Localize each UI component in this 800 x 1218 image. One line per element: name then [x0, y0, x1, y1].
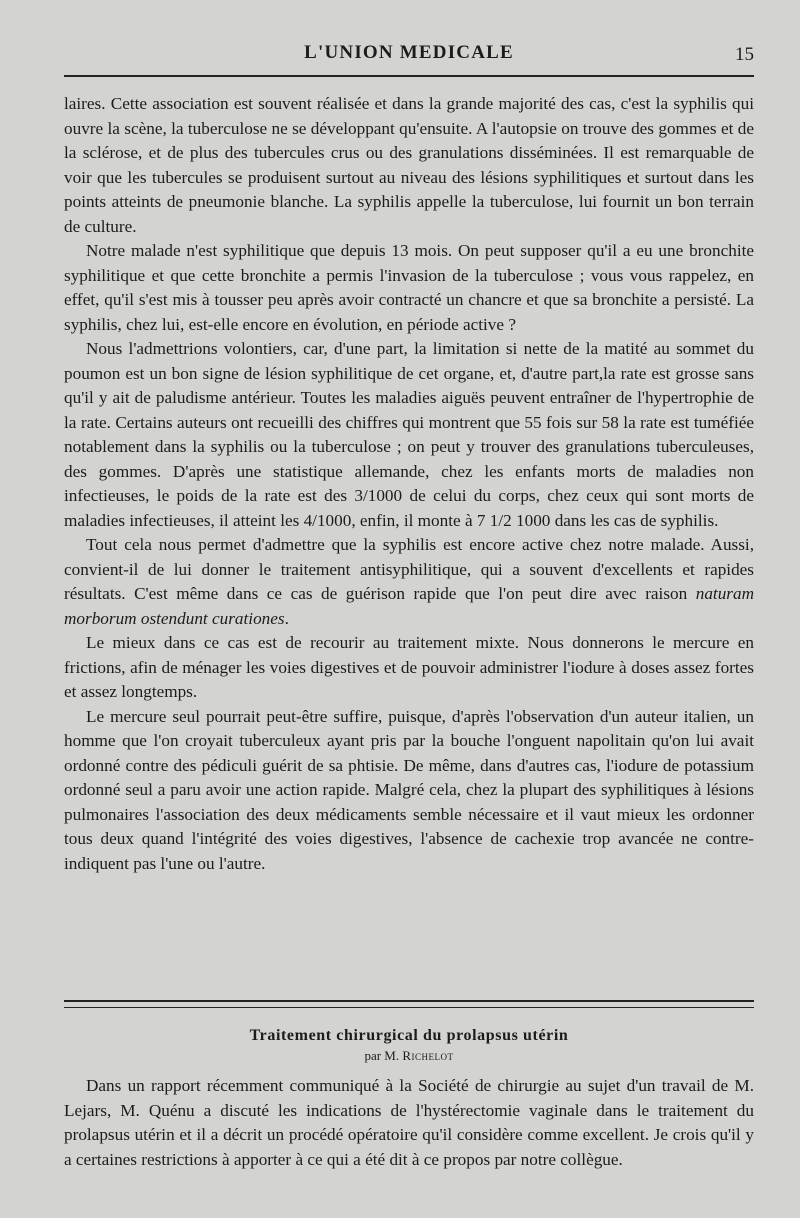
article-paragraph: Dans un rapport récemment communiqué à la Société de chirurgie au sujet d'un travail de M. Lejars, M. Quénu a discuté les indications de l'hystérectomie vaginale dans le traitement du prolapsus utérin et il a décrit un procédé opératoire qu'il considère comme excellent. Je crois qu'il y a certaines restrictions à apporter à ce qui a été dit à ce propos par notre collègue. [64, 1076, 754, 1169]
article-text [64, 1074, 754, 1172]
paragraph-4 [64, 533, 754, 631]
article-byline [64, 1048, 754, 1064]
paragraph-6: Le mercure seul pourrait peut-être suffire, puisque, d'après l'observation d'un auteur italien, un homme que l'on croyait tuberculeux ayant pris par la bouche l'onguent napolitain qu'on lui avait ordonné contre des pédiculi guérit de sa phtisie. De même, dans d'autres cas, l'iodure de potassium ordonné seul a paru avoir une action rapide. Malgré cela, chez la plupart des syphilitiques à lésions pulmonaires l'association des deux médicaments semble nécessaire et il vaut mieux les ordonner tous deux quand l'intégrité des voies digestives, l'absence de cachexie trop avancée ne contre-indiquent pas l'une ou l'autre. [64, 706, 754, 873]
paragraph-4-end: . [284, 608, 289, 628]
paragraph-3: Nous l'admettrions volontiers, car, d'une part, la limitation si nette de la matité au sommet du poumon est un bon signe de lésion syphilitique de cet organe, et, d'autre part,la rate est grosse sans qu'il y ait de paludisme antérieur. Toutes les maladies aiguës peuvent entraîner de l'hypertrophie de la rate. Certains auteurs ont recueilli des chiffres qui montrent que 55 fois sur 58 la rate est tuméfiée notablement dans la syphilis ou la tuberculose ; on peut y trouver des granulations tuberculeuses, des gommes. D'après une statistique allemande, chez les enfants morts de maladies non infectieuses, le poids de la rate est des 3/1000 de celui du corps, chez ceux qui sont morts de maladies infectieuses, il atteint les 4/1000, enfin, il monte à 7 1/2 1000 dans les cas de syphilis. [64, 339, 754, 530]
header-rule [64, 75, 754, 77]
running-title: L'UNION MEDICALE [304, 42, 514, 63]
section-divider [64, 1000, 754, 1008]
body-text [64, 92, 754, 876]
byline-prefix: par M. [364, 1048, 400, 1063]
article-title: Traitement chirurgical du prolapsus utérin [249, 1027, 569, 1044]
paragraph-5: Le mieux dans ce cas est de recourir au traitement mixte. Nous donnerons le mercure en frictions, afin de ménager les voies digestives et de pouvoir administrer l'iodure à doses assez fortes et assez longtemps. [64, 633, 754, 701]
byline-author: Richelot [402, 1048, 454, 1063]
page-number: 15 [735, 44, 754, 65]
paragraph-2: Notre malade n'est syphilitique que depuis 13 mois. On peut supposer qu'il a eu une bronchite syphilitique et que cette bronchite a permis l'invasion de la tuberculose ; vous vous rappelez, en effet, qu'il s'est mis à tousser peu après avoir contracté un chancre et que sa bronchite a persisté. La syphilis, chez lui, est-elle encore en évolution, en période active ? [64, 241, 754, 334]
latin-phrase: naturam morborum ostendunt curationes [64, 584, 754, 628]
paragraph-1: laires. Cette association est souvent réalisée et dans la grande majorité des cas, c'est la syphilis qui ouvre la scène, la tuberculose ne se développant qu'ensuite. A l'autopsie on trouve des gommes et de la sclérose, et de plus des tubercules crus ou des granulations disséminées. Il est remarquable de voir que les tubercules se produisent surtout au niveau des lésions syphilitiques et surtout dans les points atteints de pneumonie blanche. La syphilis appelle la tuberculose, lui fournit un bon terrain de culture. [64, 94, 754, 236]
paragraph-4-text: Tout cela nous permet d'admettre que la syphilis est encore active chez notre malade. Aussi, convient-il de lui donner le traitement antisyphilitique, qui a souvent d'excellents et rapides résultats. C'est même dans ce cas de guérison rapide que l'on peut dire avec raison [64, 535, 754, 603]
running-head [64, 38, 754, 74]
